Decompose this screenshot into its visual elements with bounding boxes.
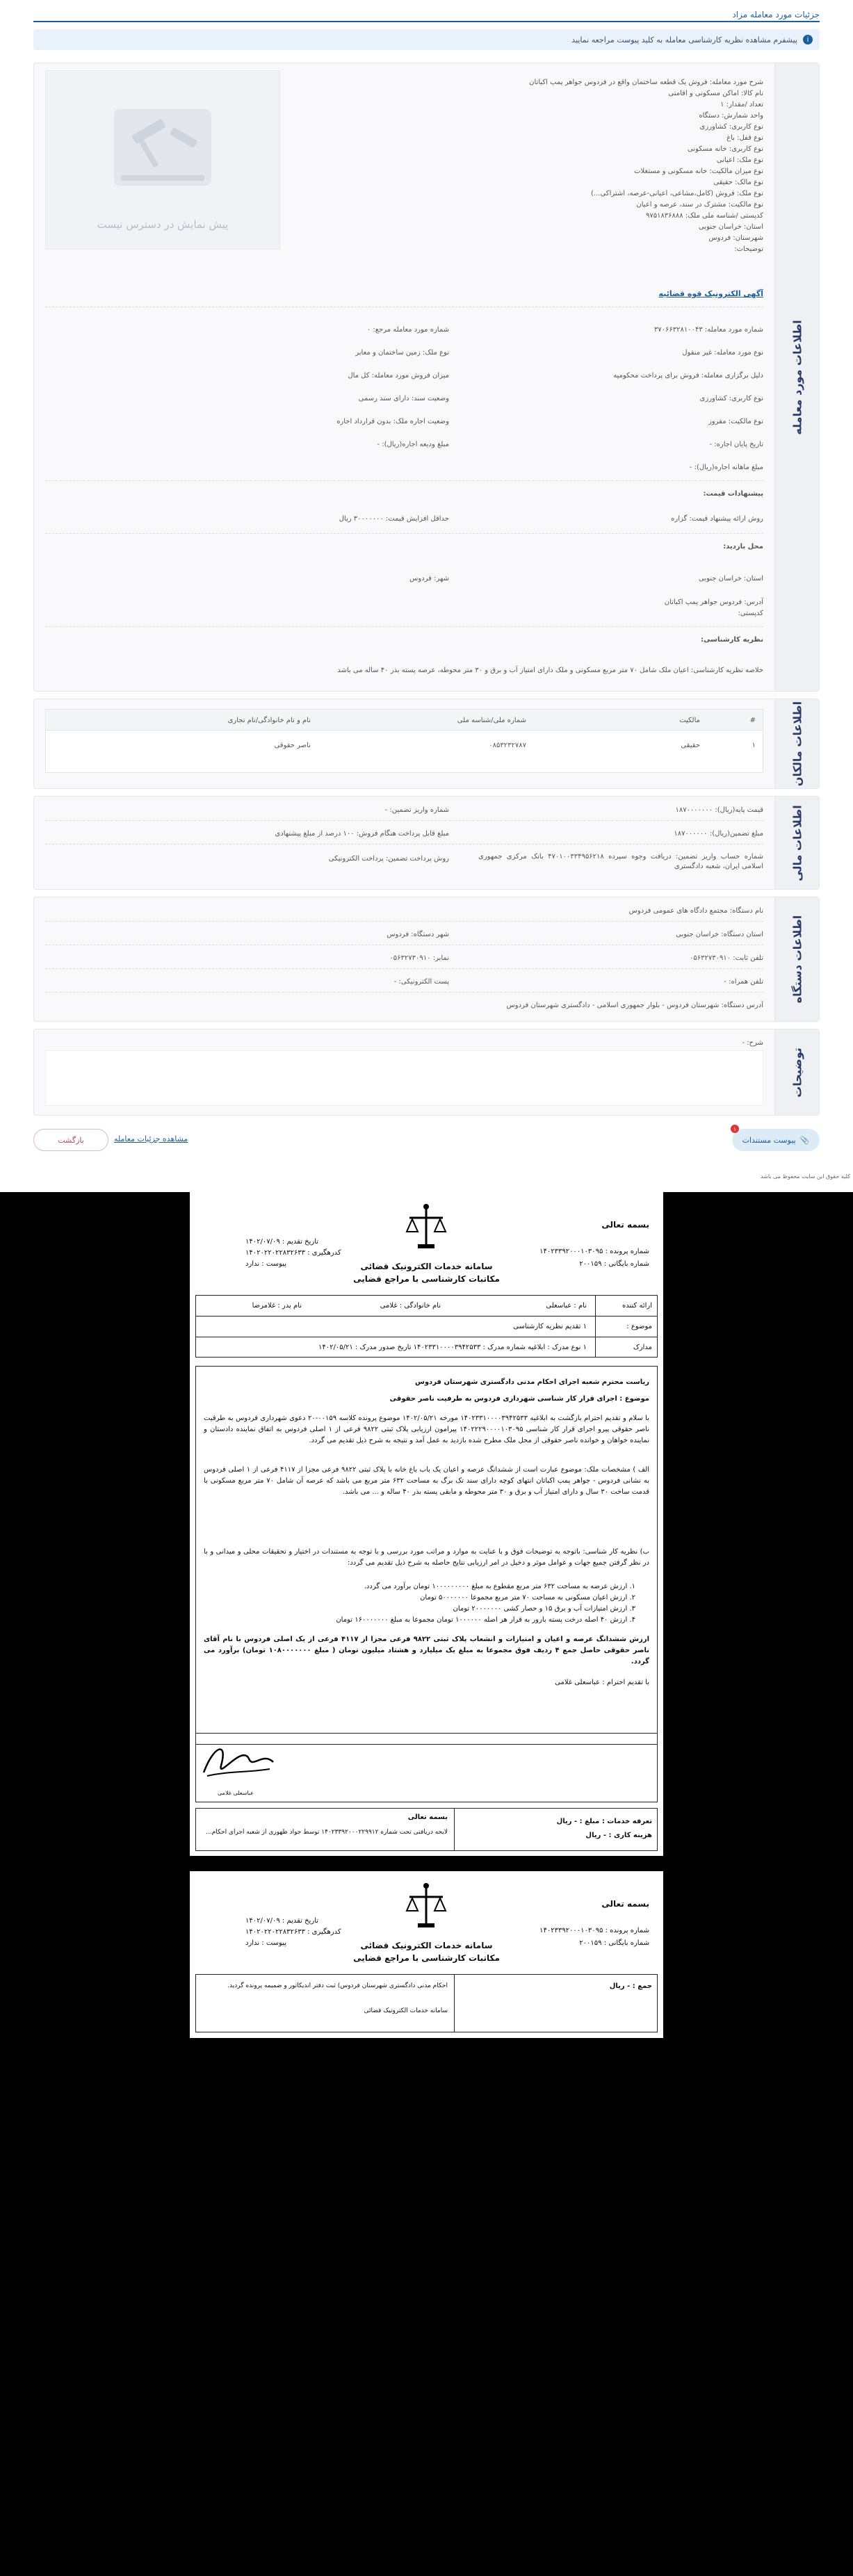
doc2-court: احکام مدنی دادگستری شهرستان فردوس) ثبت دفتر اندیکاتور و ضمیمه پرونده گردید.: [227, 1982, 448, 1989]
table-cell: ۰۸۵۳۲۳۲۷۸۷: [489, 742, 526, 749]
section-item-body: [40, 63, 769, 691]
desc-line: نوع کاربری: خانه مسکونی: [687, 145, 763, 153]
doc2-org1: سامانه خدمات الکترونیک قضائی: [360, 1941, 493, 1950]
doc-p3: با سلام و تقدیم احترام بازگشت به ابلاغیه ۱۴۰۲۳۳۱۰۰۰۰۳۹۴۲۵۳۳ مورخه ۱۴۰۲/۰۵/۲۱ موضوع پرونده کلاسه ۰۰۱۵۹-۲۰ دعوی شهرداری فردوس به طرفیت ناصر حقوقی پیرو اجرای قرار کار شناسی ۱۴۰۲۲۲۹۰۰۰۰۱۰۳۰۹۵ پیرامون ارزیابی پلاک ثبتی ۹۸۲۲ فرعی از ۱ اصلی فردوس به اتفاق نماینده دادستان و نماینده خواهان و خوانده ناصر حقوقی از محل ملک مطرح شده بازدید به عمل آمد و نتیجه به شرح ذیل تقدیم می گردد.: [204, 1415, 649, 1444]
doc2-court2: سامانه خدمات الکترونیک قضائی: [364, 2007, 448, 2014]
doc-p8: با تقدیم احترام : عباسعلی غلامی: [555, 1679, 649, 1686]
desc-line: استان: خراسان جنوبی: [698, 223, 763, 231]
doc-file-no: شماره پرونده : ۱۴۰۲۳۳۹۲۰۰۰۱۰۳۰۹۵: [539, 1248, 649, 1255]
info-icon: i: [803, 35, 813, 44]
doc-p1: ریاست محترم شعبه اجرای احکام مدنی دادگستری شهرستان فردوس: [415, 1378, 649, 1386]
field-payable: مبلغ قابل پرداخت هنگام فروش: ۱۰۰ درصد از مبلغ پیشنهادی: [275, 830, 449, 838]
doc-signature-name: عباسعلی غلامی: [218, 1790, 254, 1796]
col-index: #: [749, 717, 756, 724]
field-payment-method: روش پرداخت تضمین: پرداخت الکترونیکی: [328, 855, 449, 863]
field-org-fax: نمابر: ۰۵۶۳۲۷۳۰۹۱۰: [389, 954, 449, 962]
doc-sender-father: نام پدر : غلامرضا: [252, 1302, 302, 1310]
doc2-divider: [454, 1974, 455, 2032]
doc-fee: تعرفه خدمات : مبلغ : - ریال: [556, 1818, 652, 1825]
field-base-price: قیمت پایه(ریال): ۱۸۷۰۰۰۰۰۰۰: [675, 806, 763, 814]
desc-area: [45, 1050, 763, 1106]
field-guarantee-account: شماره حساب واریز تضمین: دریافت وجوه سپرده ۴۷۰۱۰۰۳۳۴۹۵۶۲۱۸ بانک مرکزی جمهوری اسلامی ایران، شعبه دادگستری: [478, 853, 763, 870]
desc-line: شرح مورد معامله: فروش یک قطعه ساختمان واقع در فردوس جواهر پمپ اکباتان: [529, 79, 763, 86]
field-org-email: پست الکترونیکی: -: [393, 978, 449, 986]
scales-of-justice-icon: [405, 1882, 447, 1937]
desc-line: نوع مالک: حقیقی: [713, 179, 763, 186]
table-row: ۱: [752, 742, 756, 749]
field-min-increment: حداقل افزایش قیمت: ۳۰۰۰۰۰۰۰ ریال: [339, 515, 449, 523]
field-org-phone: تلفن ثابت: ۰۵۶۳۲۷۳۰۹۱۰: [689, 954, 763, 962]
doc-subject: ۱ تقدیم نظریه کارشناسی: [513, 1323, 587, 1330]
doc-p6a: ۱. ارزش عرصه به مساحت ۶۳۲ متر مربع مقطوع به مبلغ ۱۰۰۰۰۰۰۰۰۰ تومان برآورد می گردد.: [364, 1583, 635, 1590]
doc-tracking: کدرهگیری : ۱۴۰۲۰۲۲۰۲۲۸۳۲۶۳۳: [245, 1249, 341, 1257]
doc-attach: پیوست : ندارد: [245, 1260, 286, 1268]
divider: [45, 626, 763, 627]
document-viewer[interactable]: [0, 1192, 853, 2576]
field-monthly-rent: مبلغ ماهانه اجاره(ریال): -: [689, 464, 763, 471]
signature-icon: [200, 1738, 277, 1786]
desc-line: نوع میزان مالکیت: خانه مسکونی و مستغلات: [634, 168, 763, 175]
section-org: [33, 897, 820, 1022]
header-divider: [33, 21, 820, 22]
doc-org2: مکاتبات کارشناسی با مراجع قضایی: [353, 1274, 500, 1284]
doc2-file-no: شماره پرونده : ۱۴۰۲۳۳۹۲۰۰۰۱۰۳۰۹۵: [539, 1927, 649, 1934]
desc-line: نوع ملک: اعیانی: [716, 156, 763, 164]
image-caption: پیش نمایش در دسترس نیست: [97, 218, 229, 231]
desc-line: نوع ملک: فروش (کامل،مشاعی، اعیانی-عرصه، اشتراکی...): [591, 190, 763, 197]
doc2-org2: مکاتبات کارشناسی با مراجع قضایی: [353, 1953, 500, 1963]
doc-receipt: لایحه دریافتی تحت شماره ۱۴۰۲۳۳۹۲۰۰۰۲۲۹۹۱۲ توسط جواد ظهوری از شعبه اجرای احکام...: [206, 1829, 448, 1836]
doc2-date: تاریخ تقدیم : ۱۴۰۲/۰۷/۰۹: [245, 1917, 319, 1925]
document-page-2: [190, 1871, 663, 2038]
col-name: نام و نام خانوادگی/نام تجاری: [227, 717, 311, 724]
doc-bism: بسمه تعالی: [601, 1220, 649, 1230]
doc-subject-label: موضوع :: [626, 1323, 652, 1330]
attachments-button[interactable]: 📎 پیوست مستندات: [732, 1129, 820, 1151]
section-item: [33, 63, 820, 692]
field-guarantee-amount: مبلغ تضمین(ریال): ۱۸۷۰۰۰۰۰۰: [674, 830, 763, 838]
footer-copyright: کلیه حقوق این سایت محفوظ می باشد: [760, 1173, 850, 1180]
desc-line: نوع کاربری: کشاورزی: [699, 123, 763, 131]
image-preview: [45, 70, 280, 250]
field-lease-deposit: مبلغ ودیعه اجاره(ریال): -: [377, 441, 449, 448]
section-desc-body: [40, 1029, 769, 1115]
doc2-archive-no: شماره بایگانی : ۲۰۰۱۵۹: [579, 1939, 649, 1947]
page-title: جزئیات مورد معامله مزاد: [732, 10, 820, 19]
divider: [45, 844, 763, 845]
table-header: [46, 710, 763, 731]
electronic-ad-link[interactable]: آگهی الکترونیک قوه قضائیه: [658, 289, 763, 298]
field-deed: وضعیت سند: دارای سند رسمی: [358, 395, 449, 402]
field-lease-end: تاریخ پایان اجاره: -: [709, 441, 763, 448]
divider: [45, 533, 763, 534]
doc-doc: ۱ نوع مدرک : ابلاغیه شماره مدرک : ۱۴۰۲۳۳۱۰۰۰۰۳۹۴۲۵۳۳ تاریخ صدور مدرک : ۱۴۰۲/۰۵/۲۱: [318, 1344, 587, 1351]
field-reason: دلیل برگزاری معامله: فروش برای پرداخت محکومیه: [613, 372, 763, 380]
doc-p4: الف ) مشخصات ملک: موضوع عبارت است از ششدانگ عرصه و اعیان یک باب باغ خانه با پلاک ثبتی ۹۸۲۲ فرعی مجزا از ۴۱۱۷ فرعی از ۱ اصلی فردوس به نشانی فردوس - جواهر پمپ اکباتان انتهای کوچه دارای سند تک برگ به مساحت ۶۳۲ متر مربع می باشد که عرصه آن شامل ۷۰ متر مربع مسکونی با قدمت ساخت ۳۰ سال و دارای امتیاز آب و برق و ۳۰ متر محوطه و مابقی پسته بذر ۴۰ ساله و ... می باشد.: [204, 1466, 649, 1496]
field-org-address: آدرس دستگاه: شهرستان فردوس - بلوار جمهوری اسلامی - دادگستری شهرستان فردوس: [506, 1002, 763, 1009]
doc-sender-family: نام خانوادگی : غلامی: [380, 1302, 441, 1310]
doc-p6c: ۳. ارزش امتیازات آب و برق ۱۵ و حصار کشی ۲۰۰۰۰۰۰۰ تومان: [453, 1605, 635, 1613]
back-button[interactable]: بازگشت: [33, 1129, 108, 1151]
doc-org1: سامانه خدمات الکترونیک قضائی: [360, 1262, 493, 1271]
field-item-no: شماره مورد معامله: ۳۷۰۶۶۳۲۸۱۰۰۴۳: [653, 326, 763, 334]
field-guarantee-no: شماره واریز تضمین: -: [384, 806, 449, 814]
doc-p6b: ۲. ارزش اعیان مسکونی به مساحت ۷۰ متر مربع مجموعا ۵۰۰۰۰۰۰۰ تومان: [420, 1594, 635, 1601]
field-desc: شرح: -: [742, 1039, 763, 1047]
field-bid-method: روش ارائه پیشنهاد قیمت: گزاره: [671, 515, 763, 523]
field-org-province: استان دستگاه: خراسان جنوبی: [676, 931, 763, 938]
doc-date: تاریخ تقدیم : ۱۴۰۲/۰۷/۰۹: [245, 1238, 319, 1246]
desc-line: تعداد /مقدار: ۱: [720, 101, 763, 108]
field-city: شهر: فردوس: [409, 575, 449, 582]
doc-bism2: بسمه تعالی: [407, 1813, 448, 1821]
desc-line: توضیحات:: [734, 245, 763, 253]
desc-line: نام کالا: اماکن مسکونی و اقامتی: [668, 90, 763, 97]
scales-of-justice-icon: [405, 1203, 447, 1258]
section-owners-body: [40, 699, 769, 788]
section-finance-body: [40, 797, 769, 889]
paperclip-icon: 📎: [799, 1135, 810, 1145]
details-panel: [0, 0, 853, 1192]
doc-p6d: ۴. ارزش ۴۰ اصله درخت پسته بارور به قرار هر اصله ۱۰۰۰۰۰۰ تومان مجموعا به مبلغ ۱۶۰۰۰۰۰۰۰ تومان: [336, 1616, 635, 1624]
field-item-type: نوع مورد معامله: غیر منقول: [682, 349, 763, 357]
desc-line: نوع قفل: باغ: [726, 134, 763, 142]
field-province: استان: خراسان جنوبی: [698, 575, 763, 582]
divider: [45, 992, 763, 993]
table-cell: حقیقی: [681, 742, 700, 749]
doc-doc-label: مدارک: [633, 1344, 652, 1351]
field-org-name: نام دستگاه: مجتمع دادگاه های عمومی فردوس: [628, 907, 763, 915]
field-address: آدرس: فردوس جواهر پمپ اکباتان: [664, 598, 763, 606]
section-owners: [33, 699, 820, 789]
desc-line: واحد شمارش: دستگاه: [699, 112, 763, 120]
section-tab-item: اطلاعات مورد معامله: [774, 63, 819, 691]
section-tab-desc: توضیحات: [774, 1029, 819, 1115]
notice-banner: [33, 29, 820, 50]
doc2-bism: بسمه تعالی: [601, 1899, 649, 1909]
doc-sender-name: نام : عباسعلی: [546, 1302, 587, 1310]
doc-cost: هزینه کاری : - ریال: [585, 1832, 652, 1839]
field-org-mobile: تلفن همراه: -: [724, 978, 763, 986]
desc-line: کدپستی /شناسه ملی ملک: ۹۷۵۱۸۳۶۸۸۸: [645, 212, 763, 220]
section-tab-owners: اطلاعات مالکان: [774, 699, 819, 788]
owners-table: [45, 709, 763, 773]
expert-summary: خلاصه نظریه کارشناسی: اعیان ملک شامل ۷۰ متر مربع مسکونی و ملک دارای امتیاز آب و برق و ۳۰ متر محوطه، عرصه پسته بذر ۴۰ ساله می باشد: [337, 667, 763, 674]
doc2-total: جمع : - ریال: [609, 1982, 652, 1990]
doc-p2: موضوع : اجرای قرار کار شناسی شهرداری فردوس به طرفیت ناصر حقوقی: [389, 1395, 649, 1403]
table-cell: ناصر حقوقی: [274, 742, 311, 749]
document-page-1: [190, 1192, 663, 1856]
col-ownership: مالکیت: [679, 717, 700, 724]
doc2-tracking: کدرهگیری : ۱۴۰۲۰۲۲۰۲۲۸۳۲۶۳۳: [245, 1928, 341, 1936]
expert-heading: نظریه کارشناسی:: [701, 636, 763, 644]
divider: [45, 968, 763, 969]
field-postal: کدپستی:: [738, 610, 763, 617]
col-national-id: شماره ملی/شناسه ملی: [457, 717, 526, 724]
field-usage: نوع کاربری: کشاورزی: [699, 395, 763, 402]
field-sale-amount: میزان فروش مورد معامله: کل مال: [348, 372, 449, 380]
details-link[interactable]: مشاهده جزئیات معامله: [114, 1134, 188, 1143]
notice-text: پیشفرم مشاهده نظریه کارشناسی معامله به کلید پیوست مراجعه نمایید: [571, 35, 797, 44]
field-lease-status: وضعیت اجاره ملک: بدون قرارداد اجاره: [336, 418, 449, 425]
section-tab-org: اطلاعات دستگاه: [774, 897, 819, 1021]
divider: [45, 820, 763, 821]
field-property-type: نوع ملک: زمین ساختمان و معابر: [355, 349, 449, 357]
desc-line: شهرستان: فردوس: [708, 234, 763, 242]
doc-p5: ب) نظریه کار شناسی: باتوجه به توضیحات فوق و با عنایت به موارد و مراتب مورد بررسی و با توجه به مستندات در اختیار و تحقیقات محلی و میدانی و با در نظر گرفتن جمیع جهات و عوامل موثر و دخیل در امر ارزیابی نتایج حاصله به شرح ذیل تقدیم می گردد:: [204, 1548, 649, 1567]
field-ref-no: شماره مورد معامله مرجع: ۰: [366, 326, 449, 334]
doc-sender-label: ارائه کننده: [622, 1302, 652, 1310]
doc2-attach: پیوست : ندارد: [245, 1939, 286, 1947]
action-bar: [33, 1126, 820, 1154]
section-tab-finance: اطلاعات مالی: [774, 797, 819, 889]
proposal-heading: پیشنهادات قیمت:: [703, 490, 763, 498]
gavel-placeholder-icon: [44, 71, 279, 224]
divider: [45, 921, 763, 922]
visit-heading: محل بازدید:: [723, 543, 763, 551]
divider: [45, 480, 763, 481]
field-ownership: نوع مالکیت: مفروز: [708, 418, 763, 425]
doc-archive-no: شماره بایگانی : ۲۰۰۱۵۹: [579, 1260, 649, 1268]
doc-fee-divider: [454, 1808, 455, 1851]
section-org-body: [40, 897, 769, 1021]
doc-p7: ارزش ششدانگ عرصه و اعیان و امتیازات و انشعاب پلاک ثبتی ۹۸۲۲ فرعی مجزا از ۴۱۱۷ فرعی از یک اصلی فردوس با نام آقای ناصر حقوقی حاصل جمع ۴ ردیف فوق مجموعا به مبلغ یک میلیارد و هشتاد میلیون تومان ( مبلغ ۱۰۸۰۰۰۰۰۰۰ تومان) برآورد می گردد.: [204, 1636, 650, 1665]
section-finance: [33, 796, 820, 890]
desc-line: نوع مالکیت: مشترک در سند، عرصه و اعیان: [636, 201, 763, 209]
attachments-badge: ۱: [731, 1125, 739, 1133]
field-org-city: شهر دستگاه: فردوس: [387, 931, 449, 938]
section-desc: [33, 1029, 820, 1116]
